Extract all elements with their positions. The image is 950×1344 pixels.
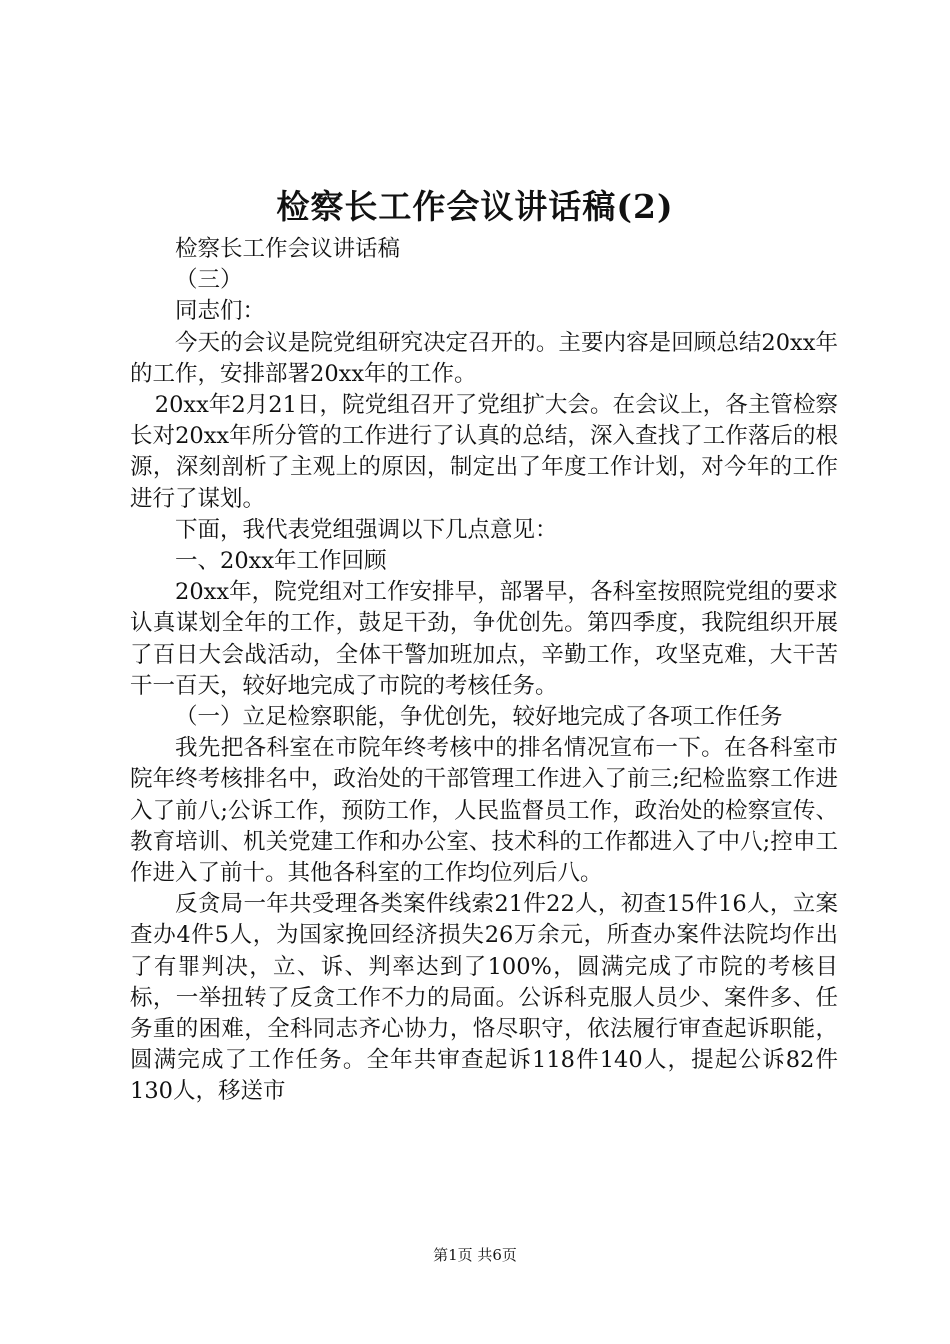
- document-title: 检察长工作会议讲话稿(2): [276, 187, 674, 226]
- subsection-heading: （一）立足检察职能，争优创先，较好地完成了各项工作任务: [175, 704, 783, 731]
- page-footer: 第1页 共6页: [433, 1246, 517, 1264]
- section-heading: 一、20xx年工作回顾: [175, 548, 387, 575]
- body-paragraph: 下面，我代表党组强调以下几点意见：: [175, 516, 558, 543]
- body-paragraph-subtitle: 检察长工作会议讲话稿: [175, 236, 401, 262]
- body-paragraph-salutation: 同志们：: [175, 298, 266, 325]
- body-paragraph: 20xx年2月21日，院党组召开了党组扩大会。在会议上，各主管检察长对20xx年所分管的工作进行了认真的总结，深入查找了工作落后的根源，深刻剖析了主观上的原因，制定出了年度工作计划，对今年的工作进行了谋划。: [130, 392, 838, 512]
- body-paragraph: 20xx年，院党组对工作安排早，部署早，各科室按照院党组的要求认真谋划全年的工作，鼓足干劲，争优创先。第四季度，我院组织开展了百日大会战活动，全体干警加班加点，辛勤工作，攻坚克难，大干苦干一百天，较好地完成了市院的考核任务。: [130, 579, 838, 699]
- body-paragraph-number: （三）: [175, 267, 243, 294]
- body-paragraph: 我先把各科室在市院年终考核中的排名情况宣布一下。在各科室市院年终考核排名中，政治处的干部管理工作进入了前三;纪检监察工作进入了前八;公诉工作，预防工作，人民监督员工作，政治处的检察宣传、教育培训、机关党建工作和办公室、技术科的工作都进入了中八;控申工作进入了前十。其他各科室的工作均位列后八。: [130, 735, 838, 887]
- body-paragraph: 今天的会议是院党组研究决定召开的。主要内容是回顾总结20xx年的工作，安排部署20xx年的工作。: [130, 329, 838, 387]
- document-body: [130, 234, 838, 1108]
- body-paragraph: 反贪局一年共受理各类案件线索21件22人，初查15件16人，立案查办4件5人，为国家挽回经济损失26万余元，所查办案件法院均作出了有罪判决，立、诉、判率达到了100%，圆满完成了市院的考核目标，一举扭转了反贪工作不力的局面。公诉科克服人员少、案件多、任务重的困难，全科同志齐心协力，恪尽职守，依法履行审查起诉职能，圆满完成了工作任务。全年共审查起诉118件140人，提起公诉82件130人，移送市: [130, 891, 838, 1105]
